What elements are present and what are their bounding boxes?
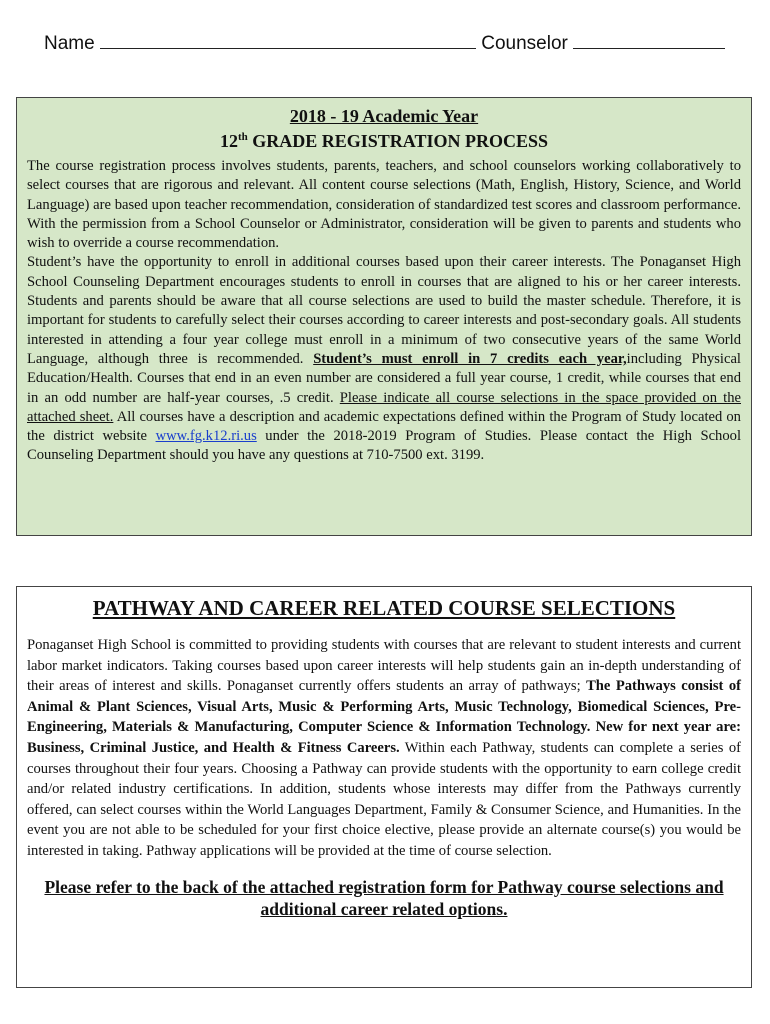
form-header [44,32,744,55]
counselor-label: Counselor [481,33,568,54]
pathway-note: Please refer to the back of the attached registration form for Pathway course selections and additional career related options. [44,876,724,919]
name-label: Name [44,33,95,54]
grade-suffix: th [237,131,248,143]
registration-paragraph-2 [27,253,741,465]
pathway-title: PATHWAY AND CAREER RELATED COURSE SELECTIONS [92,596,676,620]
counselor-field[interactable] [573,32,725,49]
paragraph-2-text-d: under the 2018-2019 Program of Studies. Please contact the High School Counseling Department should you have any questions at 710-7500 ext. 3199. [27,428,741,464]
registration-title-text: GRADE REGISTRATION PROCESS [247,131,548,151]
registration-process-box [16,97,752,536]
registration-paragraph-1: The course registration process involves students, parents, teachers, and school counselors working collaboratively to select courses that are rigorous and relevant. All content course selections (Math, English, History, Science, and World Language) are based upon teacher recommendation, consideration of standardized test scores and classroom performance. With the permission from a School Counselor or Administrator, consideration will be given to parents and students who wish to override a course recommendation. [27,158,741,252]
pathway-box [16,586,752,988]
pathway-text-a: Ponaganset High School is committed to providing students with courses that are relevant to student interests and current labor market indicators. Taking courses based upon career interests will help students gain an in-depth understanding of their areas of interest and skills. Ponaganset currently offers students an array of pathways; [27,637,741,695]
paragraph-2-text-c: All courses have a description and academic expectations defined within the Program of Study located on the district website [27,408,741,445]
grade-number: 12 [219,131,238,151]
district-website-link[interactable]: www.fg.k12.ri.us [155,428,257,445]
pathway-paragraph [27,635,741,862]
paragraph-2-text-a: Student’s have the opportunity to enroll in additional courses based upon their career interests. The Ponaganset High School Counseling Department encourages students to enroll in courses that are aligned to his or her career interests. Students and parents should be aware that all course selections are used to build the master schedule. Therefore, it is important for students to carefully select their courses according to career interests and post-secondary goals. All students interested in attending a four year college must enroll in a minimum of two consecutive years of the same World Language, although three is recommended. [27,254,741,367]
pathway-list: The Pathways consist of Animal & Plant Sciences, Visual Arts, Music & Performing Arts, Music Technology, Biomedical Sciences, Pre-Engineering, Materials & Manufacturing, Computer Science & Information Technology. New for next year are: Business, Criminal Justice, and Health & Fitness Careers. [27,678,741,756]
pathway-text-b: Within each Pathway, students can complete a series of courses throughout their four years. Choosing a Pathway can provide students with the opportunity to earn college credit and/or related industry certifications. In addition, students whose interests may differ from the Pathways currently offered, can select courses within the World Languages Department, Family & Consumer Science, and Humanities. In the event you are not able to be scheduled for your first choice elective, please provide an alternate course(s) you would be interested in taking. Pathway applications will be provided at the time of course selection. [27,739,741,859]
paragraph-2-text-b: including Physical Education/Health. Courses that end in an even number are considered a full year course, 1 credit, while courses that end in an odd number are half-year courses, .5 credit. [27,350,741,406]
credits-requirement: Student’s must enroll in 7 credits each year, [313,350,627,367]
selection-instruction: Please indicate all course selections in the space provided on the attached sheet. [27,389,741,425]
academic-year-title: 2018 - 19 Academic Year [289,106,479,126]
name-field[interactable] [100,32,476,49]
registration-title [27,127,741,152]
